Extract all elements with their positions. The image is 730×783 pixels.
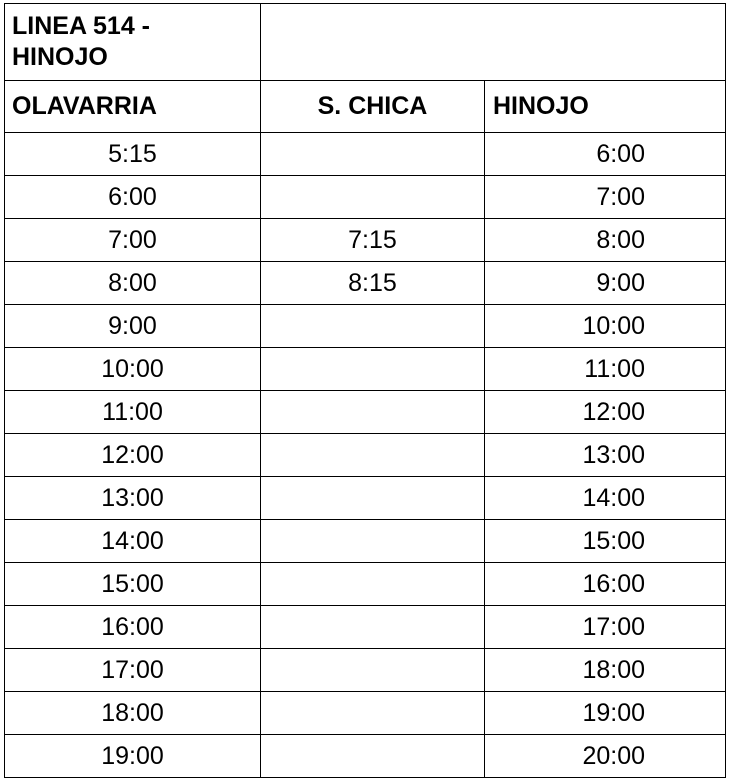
- cell-hinojo: 8:00: [485, 219, 726, 262]
- header-s-chica: S. CHICA: [261, 81, 485, 133]
- cell-olavarria: 14:00: [5, 520, 261, 563]
- cell-hinojo: 7:00: [485, 176, 726, 219]
- header-olavarria: OLAVARRIA: [5, 81, 261, 133]
- table-row: [5, 133, 726, 176]
- cell-hinojo: 17:00: [485, 606, 726, 649]
- cell-s-chica: [261, 563, 485, 606]
- cell-s-chica: [261, 477, 485, 520]
- table-title-line-1: LINEA 514 -: [12, 12, 151, 40]
- cell-s-chica: [261, 348, 485, 391]
- cell-hinojo: 6:00: [485, 133, 726, 176]
- cell-olavarria: 8:00: [5, 262, 261, 305]
- cell-olavarria: 16:00: [5, 606, 261, 649]
- table-row: [5, 176, 726, 219]
- cell-olavarria: 6:00: [5, 176, 261, 219]
- table-row: [5, 477, 726, 520]
- cell-s-chica: [261, 735, 485, 778]
- cell-s-chica: [261, 133, 485, 176]
- cell-hinojo: 15:00: [485, 520, 726, 563]
- cell-hinojo: 18:00: [485, 649, 726, 692]
- table-row: [5, 219, 726, 262]
- table-row: [5, 520, 726, 563]
- cell-olavarria: 17:00: [5, 649, 261, 692]
- cell-hinojo: 20:00: [485, 735, 726, 778]
- title-empty-cell: [261, 4, 726, 81]
- table-title: [5, 4, 261, 81]
- cell-hinojo: 12:00: [485, 391, 726, 434]
- cell-olavarria: 9:00: [5, 305, 261, 348]
- table-row: [5, 735, 726, 778]
- table-row: [5, 348, 726, 391]
- cell-olavarria: 19:00: [5, 735, 261, 778]
- cell-s-chica: [261, 434, 485, 477]
- cell-olavarria: 7:00: [5, 219, 261, 262]
- cell-hinojo: 14:00: [485, 477, 726, 520]
- table-row: [5, 563, 726, 606]
- cell-olavarria: 10:00: [5, 348, 261, 391]
- title-row: [5, 4, 726, 81]
- header-hinojo: HINOJO: [485, 81, 726, 133]
- table-row: [5, 649, 726, 692]
- cell-s-chica: [261, 606, 485, 649]
- cell-hinojo: 13:00: [485, 434, 726, 477]
- table-row: [5, 262, 726, 305]
- cell-s-chica: 7:15: [261, 219, 485, 262]
- cell-s-chica: [261, 520, 485, 563]
- cell-hinojo: 11:00: [485, 348, 726, 391]
- cell-hinojo: 10:00: [485, 305, 726, 348]
- table-row: [5, 305, 726, 348]
- cell-olavarria: 5:15: [5, 133, 261, 176]
- cell-olavarria: 18:00: [5, 692, 261, 735]
- cell-s-chica: [261, 176, 485, 219]
- cell-s-chica: [261, 692, 485, 735]
- header-row: [5, 81, 726, 133]
- cell-olavarria: 12:00: [5, 434, 261, 477]
- cell-olavarria: 15:00: [5, 563, 261, 606]
- cell-s-chica: [261, 305, 485, 348]
- table-row: [5, 606, 726, 649]
- table-row: [5, 391, 726, 434]
- cell-hinojo: 16:00: [485, 563, 726, 606]
- bus-schedule-table: [4, 3, 726, 778]
- table-row: [5, 692, 726, 735]
- cell-hinojo: 9:00: [485, 262, 726, 305]
- table-row: [5, 434, 726, 477]
- cell-hinojo: 19:00: [485, 692, 726, 735]
- cell-s-chica: [261, 391, 485, 434]
- cell-s-chica: [261, 649, 485, 692]
- cell-s-chica: 8:15: [261, 262, 485, 305]
- table-title-line-2: HINOJO: [12, 43, 108, 71]
- cell-olavarria: 13:00: [5, 477, 261, 520]
- cell-olavarria: 11:00: [5, 391, 261, 434]
